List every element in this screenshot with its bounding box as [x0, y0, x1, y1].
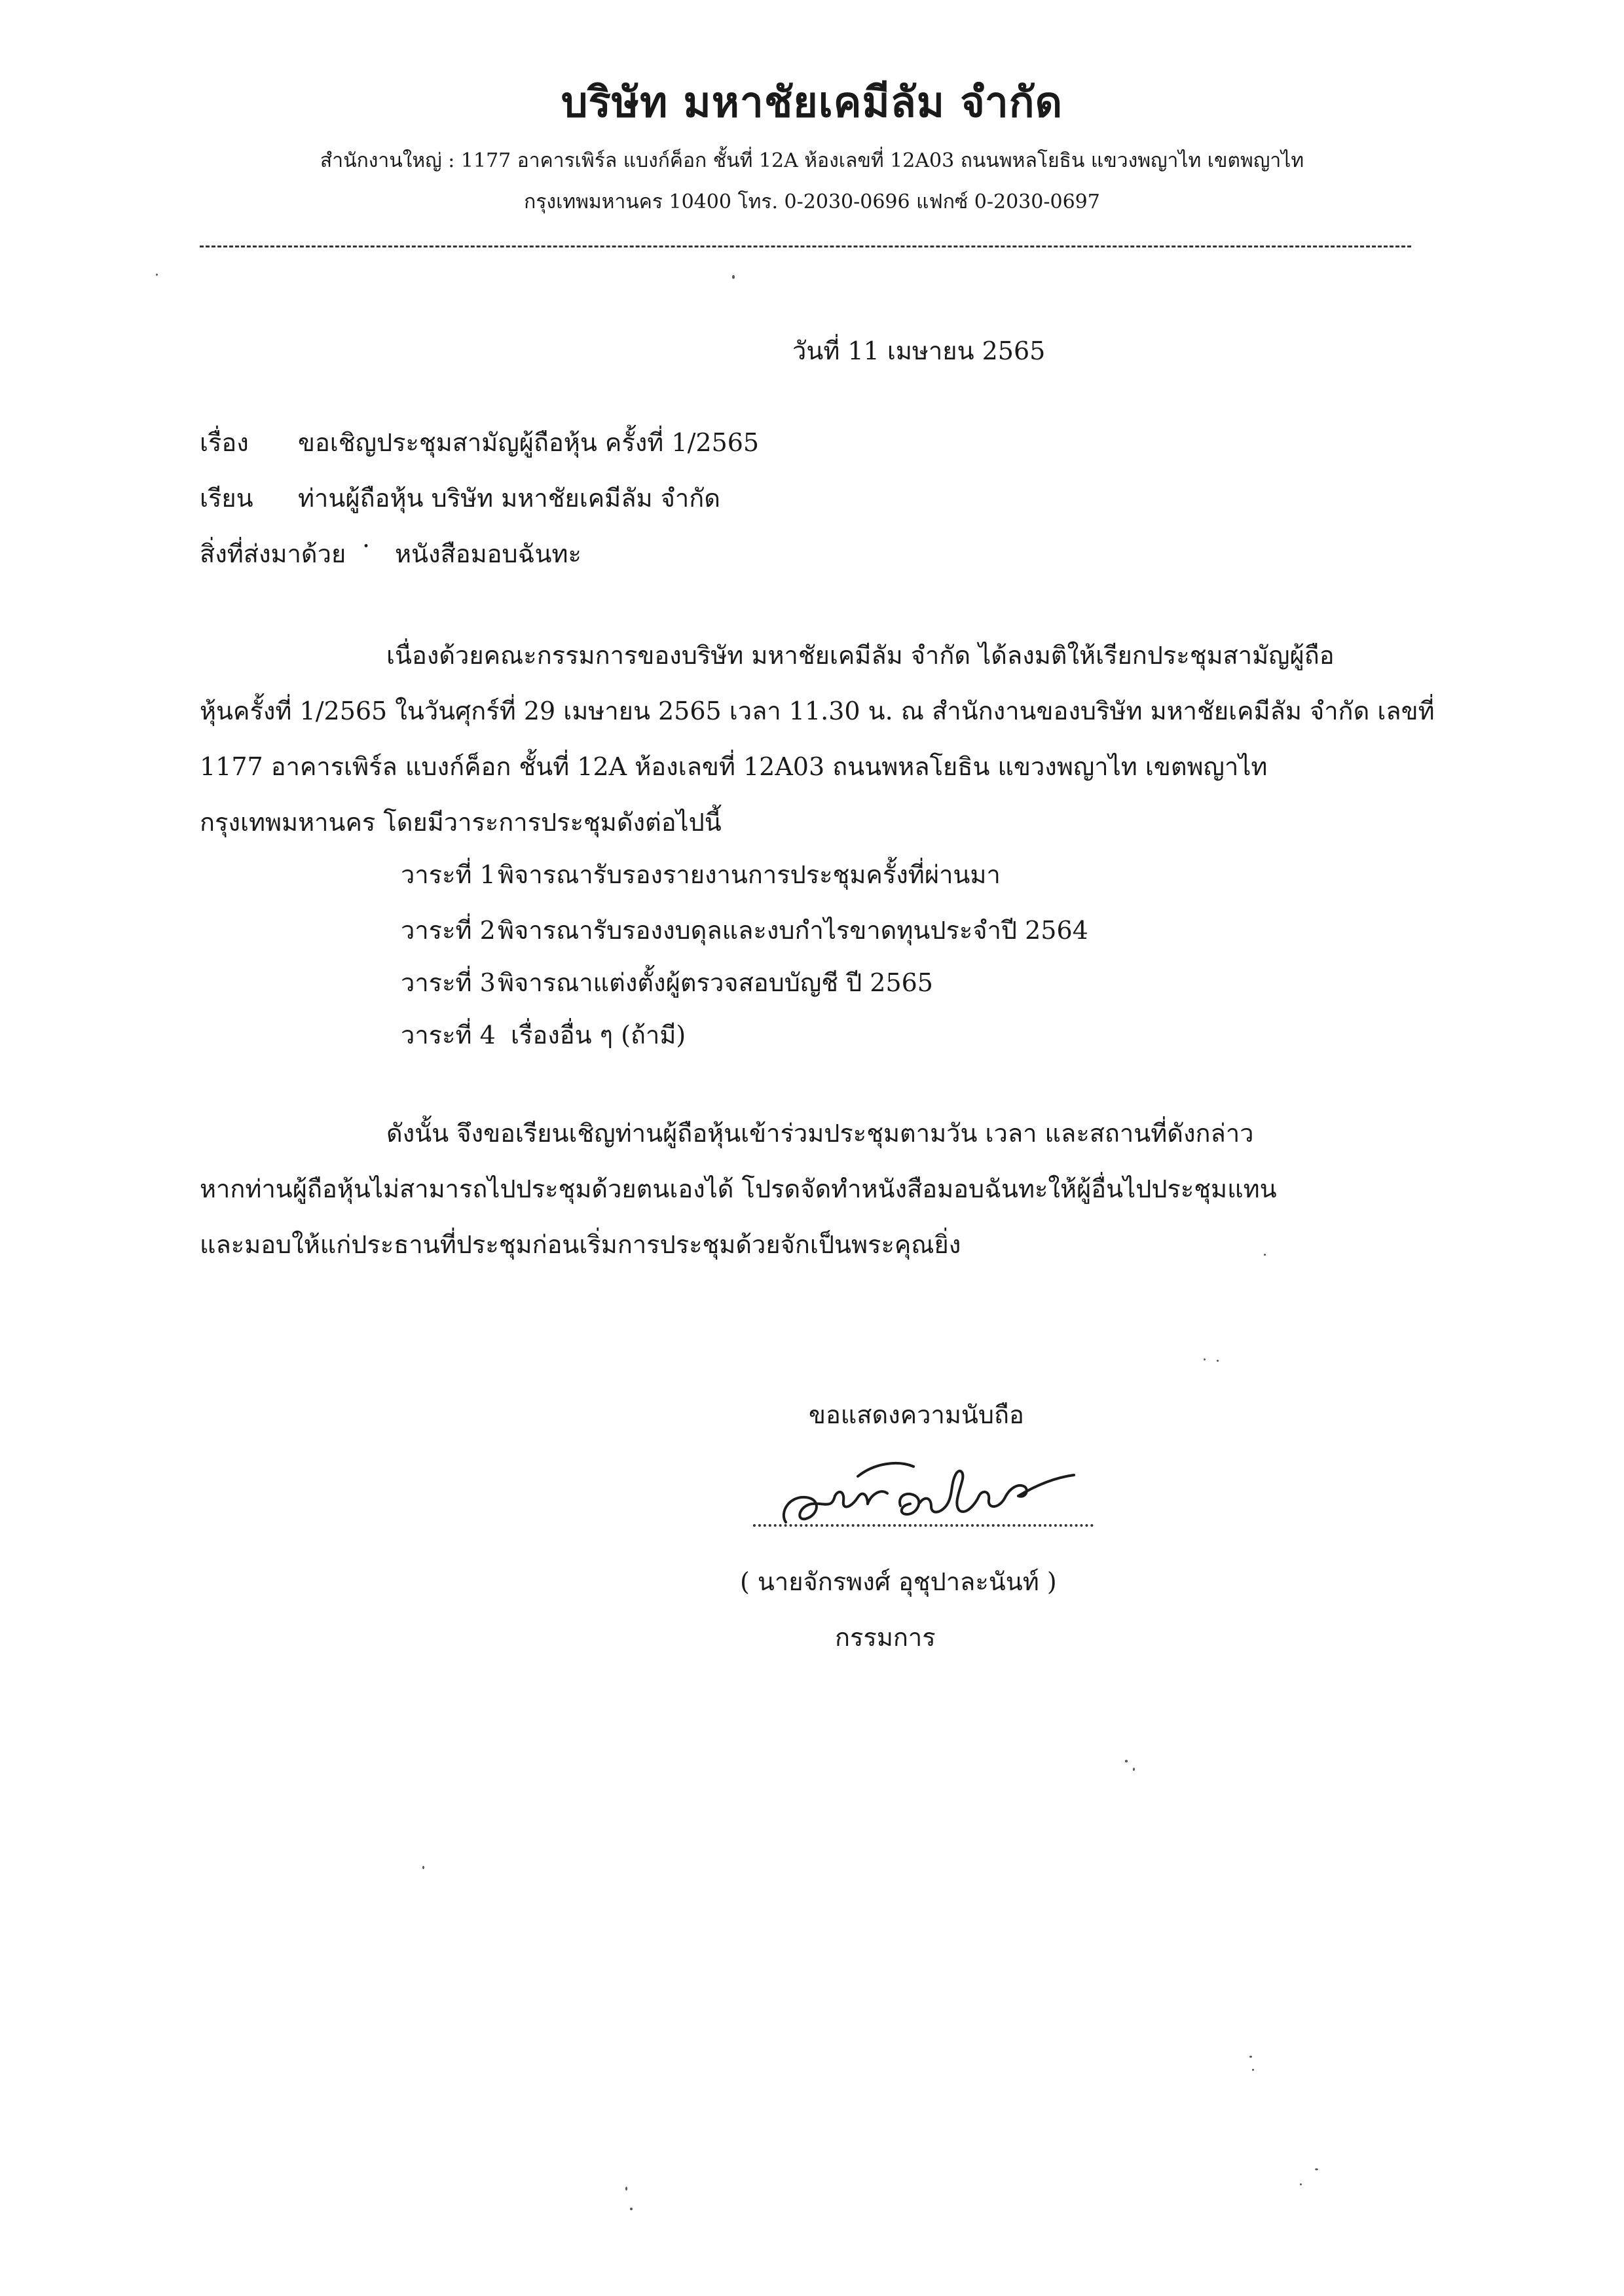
company-address-line-2: กรุงเทพมหานคร 10400 โทร. 0-2030-0696 แฟกซ์ 0-2030-0697: [524, 191, 1100, 213]
company-name: บริษัท มหาชัยเคมีลัม จำกัด: [561, 79, 1063, 127]
subject-label: เรื่อง: [200, 428, 249, 457]
enclosure-label: สิ่งที่ส่งมาด้วย: [200, 539, 346, 568]
agenda-item-text: พิจารณารับรองงบดุลและงบกำไรขาดทุนประจำปี 2564: [498, 916, 1088, 945]
scan-speck: [1249, 2056, 1252, 2058]
paragraph-2-line: หากท่านผู้ถือหุ้นไม่สามารถไปประชุมด้วยตนเองได้ โปรดจัดทำหนังสือมอบฉันทะให้ผู้อื่นไปประชุมแทน: [200, 1175, 1277, 1203]
signer-title: กรรมการ: [835, 1623, 936, 1652]
scan-speck: [630, 2208, 633, 2210]
signature-line: [753, 1524, 1094, 1527]
scan-speck: [1133, 1768, 1135, 1771]
paragraph-1-line: 1177 อาคารเพิร์ล แบงก์ค็อก ชั้นที่ 12A ห้องเลขที่ 12A03 ถนนพหลโยธิน แขวงพญาไท เขตพญาไท: [200, 752, 1268, 781]
scan-speck: [422, 1866, 424, 1869]
subject-value: ขอเชิญประชุมสามัญผู้ถือหุ้น ครั้งที่ 1/2565: [298, 428, 760, 457]
letter-date: วันที่ 11 เมษายน 2565: [792, 337, 1046, 365]
scan-speck: [156, 274, 158, 276]
handwritten-signature: [760, 1450, 1113, 1542]
scan-speck: [1204, 1358, 1206, 1360]
paragraph-2-line: ดังนั้น จึงขอเรียนเชิญท่านผู้ถือหุ้นเข้าร่วมประชุมตามวัน เวลา และสถานที่ดังกล่าว: [386, 1119, 1254, 1148]
scan-speck: [1217, 1360, 1219, 1362]
agenda-item-label: วาระที่ 1: [401, 860, 496, 889]
paragraph-1-line: กรุงเทพมหานคร โดยมีวาระการประชุมดังต่อไปนี้: [200, 808, 722, 837]
recipient-value: ท่านผู้ถือหุ้น บริษัท มหาชัยเคมีลัม จำกัด: [298, 484, 720, 513]
signer-name: ( นายจักรพงศ์ อุชุปาละนันท์ ): [740, 1567, 1057, 1596]
scan-speck: [1264, 1254, 1266, 1256]
company-address-line-1: สำนักงานใหญ่ : 1177 อาคารเพิร์ล แบงก์ค็อก ชั้นที่ 12A ห้องเลขที่ 12A03 ถนนพหลโยธิน แขวงพญาไท เขตพญาไท: [320, 149, 1304, 172]
letterhead-divider: [200, 246, 1411, 247]
scan-speck: [1252, 2069, 1254, 2071]
agenda-item-text: เรื่องอื่น ๆ (ถ้ามี): [511, 1021, 686, 1049]
recipient-label: เรียน: [200, 484, 253, 513]
scan-speck: [732, 275, 735, 279]
paragraph-2-line: และมอบให้แก่ประธานที่ประชุมก่อนเริ่มการประชุมด้วยจักเป็นพระคุณยิ่ง: [200, 1230, 961, 1259]
scan-speck: [1315, 2168, 1318, 2170]
agenda-item-text: พิจารณารับรองรายงานการประชุมครั้งที่ผ่านมา: [498, 860, 1001, 889]
paragraph-1-line: เนื่องด้วยคณะกรรมการของบริษัท มหาชัยเคมีลัม จำกัด ได้ลงมติให้เรียกประชุมสามัญผู้ถือ: [386, 641, 1335, 670]
scan-speck: [1125, 1760, 1128, 1762]
enclosure-separator-dot: ·: [362, 532, 371, 560]
agenda-item-label: วาระที่ 4: [401, 1021, 496, 1049]
agenda-item-label: วาระที่ 2: [401, 916, 496, 945]
enclosure-value: หนังสือมอบฉันทะ: [395, 539, 581, 568]
scan-speck: [625, 2187, 627, 2191]
agenda-item-text: พิจารณาแต่งตั้งผู้ตรวจสอบบัญชี ปี 2565: [498, 968, 933, 997]
sign-off: ขอแสดงความนับถือ: [809, 1400, 1024, 1429]
scan-speck: [1300, 2183, 1302, 2185]
agenda-item-label: วาระที่ 3: [401, 968, 496, 997]
paragraph-1-line: หุ้นครั้งที่ 1/2565 ในวันศุกร์ที่ 29 เมษายน 2565 เวลา 11.30 น. ณ สำนักงานของบริษัท มหาชัยเคมีลัม จำกัด เลขที่: [200, 697, 1435, 725]
